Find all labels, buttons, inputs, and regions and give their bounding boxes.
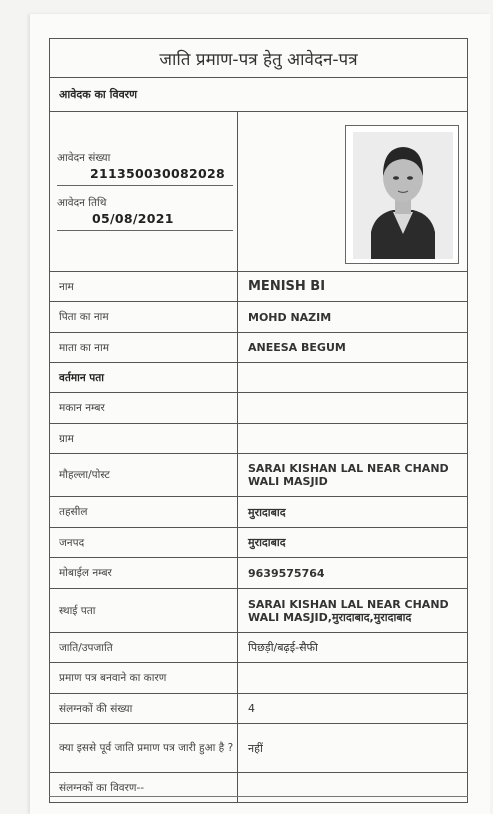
application-info-block <box>50 112 467 272</box>
section-applicant-details: आवेदक का विवरण <box>50 78 467 112</box>
value-caste: पिछड़ी/बढ़ई-सैफी <box>248 641 318 654</box>
row-reason <box>50 663 467 694</box>
value-village <box>238 424 467 453</box>
applicant-photo <box>353 132 453 259</box>
row-attachments-details <box>50 773 467 803</box>
value-previous-certificate: नहीं <box>248 741 263 755</box>
application-meta <box>50 112 238 271</box>
label-previous-certificate: क्या इससे पूर्व जाति प्रमाण पत्र जारी हुआ है ? <box>50 724 238 772</box>
value-mother-name: ANEESA BEGUM <box>248 341 346 354</box>
value-district: मुरादाबाद <box>248 536 286 549</box>
row-house-number <box>50 393 467 424</box>
application-date-value: 05/08/2021 <box>92 211 174 226</box>
label-locality-post: मौहल्ला/पोस्ट <box>50 454 238 496</box>
label-father-name: पिता का नाम <box>50 302 238 332</box>
label-mobile: मोबाईल नम्बर <box>50 558 238 588</box>
divider <box>57 230 233 231</box>
divider <box>57 185 233 186</box>
label-current-address: वर्तमान पता <box>50 363 238 392</box>
value-reason <box>238 663 467 693</box>
row-permanent-address <box>50 589 467 633</box>
label-district: जनपद <box>50 528 238 557</box>
application-no-value: 211350030082028 <box>90 166 225 181</box>
label-tehsil: तहसील <box>50 497 238 527</box>
label-village: ग्राम <box>50 424 238 453</box>
photo-frame <box>345 125 459 264</box>
row-attachments-count <box>50 694 467 724</box>
row-tehsil <box>50 497 467 528</box>
label-permanent-address: स्थाई पता <box>50 589 238 632</box>
value-tehsil: मुरादाबाद <box>248 505 286 519</box>
label-caste: जाति/उपजाति <box>50 633 238 662</box>
row-village <box>50 424 467 454</box>
row-mother-name <box>50 333 467 363</box>
application-no-label: आवेदन संख्या <box>57 152 111 164</box>
bottom-rule <box>49 796 468 797</box>
label-attachments-count: संलग्नकों की संख्या <box>50 694 238 723</box>
value-attachments-details <box>238 773 467 802</box>
value-mobile: 9639575764 <box>248 566 325 580</box>
application-form <box>49 38 468 803</box>
row-name <box>50 272 467 302</box>
value-attachments-count: 4 <box>248 702 255 715</box>
label-mother-name: माता का नाम <box>50 333 238 362</box>
value-house-number <box>238 393 467 423</box>
application-date-label: आवेदन तिथि <box>57 197 107 209</box>
row-mobile <box>50 558 467 589</box>
row-district <box>50 528 467 558</box>
label-name: नाम <box>50 272 238 301</box>
label-house-number: मकान नम्बर <box>50 393 238 423</box>
value-name: MENISH BI <box>248 279 326 294</box>
label-reason: प्रमाण पत्र बनवाने का कारण <box>50 663 238 693</box>
row-locality-post <box>50 454 467 497</box>
value-permanent-address: SARAI KISHAN LAL NEAR CHAND WALI MASJID,मुरादाबाद,मुरादाबाद <box>248 597 449 624</box>
value-locality-post: SARAI KISHAN LAL NEAR CHAND WALI MASJID <box>248 462 449 488</box>
row-caste <box>50 633 467 663</box>
row-previous-certificate <box>50 724 467 773</box>
photo-cell <box>238 112 467 271</box>
row-father-name <box>50 302 467 333</box>
form-title: जाति प्रमाण-पत्र हेतु आवेदन-पत्र <box>50 39 467 78</box>
value-current-address <box>238 363 467 392</box>
value-father-name: MOHD NAZIM <box>248 310 332 324</box>
row-current-address <box>50 363 467 393</box>
label-attachments-details: संलग्नकों का विवरण-- <box>50 773 238 802</box>
